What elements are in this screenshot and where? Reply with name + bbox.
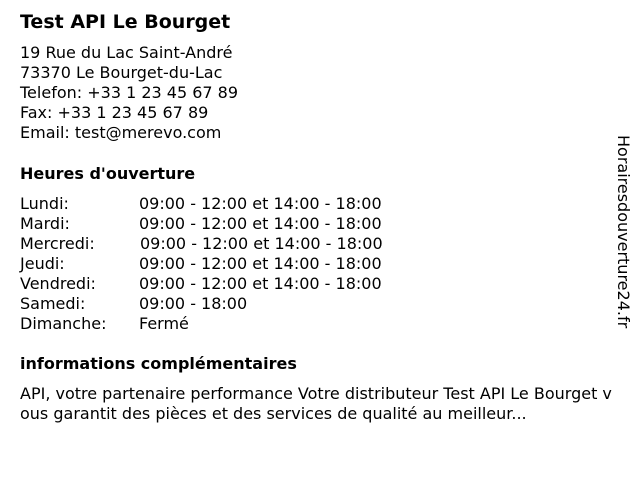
time-value: Fermé: [139, 314, 189, 333]
day-label: Jeudi:: [20, 254, 65, 273]
time-value: 09:00 - 12:00 et 14:00 - 18:00: [139, 274, 382, 293]
time-value: 09:00 - 12:00 et 14:00 - 18:00: [139, 194, 382, 213]
time-value: 09:00 - 18:00: [139, 294, 248, 313]
hours-row-wednesday: [20, 234, 460, 254]
contact-block: [20, 43, 238, 143]
hours-row-monday: [20, 194, 460, 214]
email-line: Email: test@merevo.com: [20, 123, 222, 142]
business-name: Test API Le Bourget: [20, 11, 231, 33]
day-label: Samedi:: [20, 294, 86, 313]
time-value: 09:00 - 12:00 et 14:00 - 18:00: [140, 234, 383, 253]
additional-info-heading: informations complémentaires: [20, 354, 297, 373]
address-line-1: 19 Rue du Lac Saint-André: [20, 43, 233, 62]
day-label: Lundi:: [20, 194, 69, 213]
hours-row-saturday: [20, 294, 460, 314]
fax-line: Fax: +33 1 23 45 67 89: [20, 103, 209, 122]
day-label: Mardi:: [20, 214, 70, 233]
time-value: 09:00 - 12:00 et 14:00 - 18:00: [139, 254, 382, 273]
phone-line: Telefon: +33 1 23 45 67 89: [20, 83, 239, 102]
address-line-2: 73370 Le Bourget-du-Lac: [20, 63, 223, 82]
additional-info-text: API, votre partenaire performance Votre distributeur Test API Le Bourget vous garantit des pièces et des services de qualité au meilleur...: [20, 384, 612, 423]
time-value: 09:00 - 12:00 et 14:00 - 18:00: [139, 214, 382, 233]
hours-row-thursday: [20, 254, 460, 274]
day-label: Mercredi:: [20, 234, 95, 253]
hours-row-tuesday: [20, 214, 460, 234]
hours-row-sunday: [20, 314, 460, 334]
site-brand-vertical[interactable]: [612, 135, 634, 350]
opening-hours-table: [20, 194, 460, 334]
hours-row-friday: [20, 274, 460, 294]
day-label: Vendredi:: [20, 274, 96, 293]
opening-hours-heading: Heures d'ouverture: [20, 164, 196, 183]
site-brand-text[interactable]: Horairesdouverture24.fr: [614, 135, 633, 329]
day-label: Dimanche:: [20, 314, 107, 333]
